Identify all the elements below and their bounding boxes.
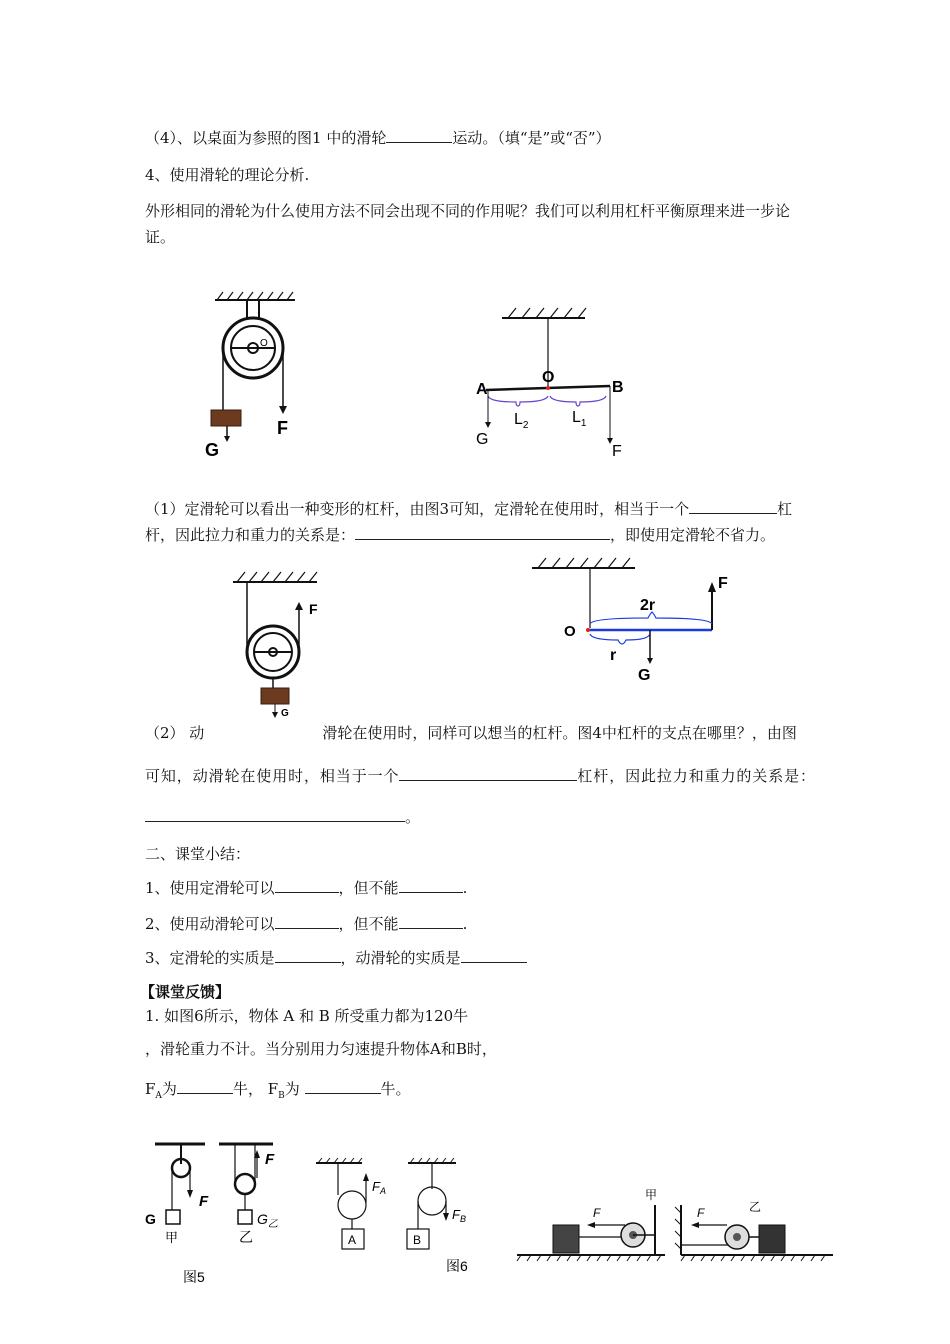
paragraph-1-line-2: 杆，因此拉力和重力的关系是： ，即使用定滑轮不省力。 xyxy=(145,526,776,544)
fig5-label-g1: G xyxy=(145,1211,156,1227)
s3-blank-fixed[interactable] xyxy=(275,948,341,963)
fig1-label-f: F xyxy=(277,418,288,438)
fig3-label-g: G xyxy=(281,708,289,719)
fig2-label-g: G xyxy=(476,431,489,448)
fig5-label-yi: 乙 xyxy=(239,1229,253,1245)
p1-blank-relation[interactable] xyxy=(355,525,610,540)
summary-title: 二、课堂小结： xyxy=(145,845,251,863)
fig5-label-f1: F xyxy=(199,1193,209,1210)
p1-blank-lever-type[interactable] xyxy=(689,499,777,514)
summary-item-2: 2、使用动滑轮可以 ，但不能 . xyxy=(145,915,468,933)
fig1-weight-block xyxy=(211,410,241,426)
fig4-label-r: r xyxy=(610,647,617,664)
fig5-label-jia: 甲 xyxy=(165,1230,179,1245)
fig4-label-f: F xyxy=(718,575,728,592)
fig6-label-fa: $F_A$ xyxy=(372,1179,386,1196)
s3-blank-movable[interactable] xyxy=(461,948,527,963)
figure-5 xyxy=(145,1138,290,1288)
fig1-label-o: O xyxy=(260,338,268,349)
fa-answer-blank[interactable] xyxy=(177,1079,233,1094)
fig2-label-l1: $L_1$ xyxy=(572,409,587,429)
fig4-label-2r: 2r xyxy=(640,597,656,614)
fig2-label-o: O xyxy=(542,369,555,386)
figure-lever-equal-arms xyxy=(470,300,630,465)
fig7-label-jia: 甲 xyxy=(645,1188,658,1202)
intro-line-1: 外形相同的滑轮为什么使用方法不同会出现不同的作用呢？我们可以利用杠杆平衡原理来进一步论 xyxy=(145,202,791,220)
fb-answer-blank[interactable] xyxy=(305,1079,381,1094)
feedback-q1-line-1: 1. 如图6所示，物体 A 和 B 所受重力都为120牛 xyxy=(145,1007,469,1025)
fig6-label-fb: $F_B$ xyxy=(452,1207,466,1224)
fig3-weight-block xyxy=(261,688,289,704)
fig2-label-f: F xyxy=(612,443,622,460)
fig6-caption: 图6 xyxy=(446,1258,468,1274)
q4-line: （4）、以桌面为参照的图1 中的滑轮 运动。（填“是”或“否”） xyxy=(145,129,611,147)
figure-lever-2r xyxy=(560,560,740,685)
paragraph-2-line-3: 。 xyxy=(145,806,420,827)
p2-blank-relation[interactable] xyxy=(145,807,405,822)
fig4-label-g: G xyxy=(638,667,651,684)
fig2-label-a: A xyxy=(476,381,488,398)
fig7-label-f2: F xyxy=(697,1206,705,1220)
paragraph-1-line-1: （1）定滑轮可以看出一种变形的杠杆，由图3可知，定滑轮在使用时，相当于一个 杠 xyxy=(145,500,793,518)
fig5-caption: 图5 xyxy=(183,1269,205,1285)
figure-6 xyxy=(310,1155,485,1275)
feedback-q1-line-2: ，滑轮重力不计。当分别用力匀速提升物体A和B时， xyxy=(145,1040,497,1058)
feedback-title: 【课堂反馈】 xyxy=(140,983,231,1001)
s1-blank-can[interactable] xyxy=(275,878,339,893)
figure-horizontal-pulleys xyxy=(515,1185,835,1265)
figure-fixed-pulley xyxy=(205,290,315,465)
figure-movable-pulley xyxy=(225,570,335,720)
q4-blank[interactable] xyxy=(386,128,452,143)
summary-item-3: 3、定滑轮的实质是 ，动滑轮的实质是 xyxy=(145,947,527,968)
fig6-label-b: B xyxy=(413,1233,422,1247)
fig2-label-b: B xyxy=(612,379,624,396)
paragraph-2-line-1: （2） 动 滑轮在使用时，同样可以想当的杠杆。图4中杠杆的支点在哪里？，由图 xyxy=(145,724,797,742)
s2-blank-cannot[interactable] xyxy=(399,914,463,929)
fig7-label-f1: F xyxy=(593,1206,601,1220)
fig7-label-yi: 乙 xyxy=(749,1200,762,1214)
s2-blank-can[interactable] xyxy=(275,914,339,929)
section-4-heading: 4、使用滑轮的理论分析. xyxy=(145,166,310,184)
p2-blank-lever-type[interactable] xyxy=(399,766,577,781)
fig1-label-g: G xyxy=(205,440,220,460)
fig6-label-a: A xyxy=(348,1233,357,1247)
fig5-label-g2: $G_乙$ xyxy=(257,1211,278,1230)
s1-blank-cannot[interactable] xyxy=(399,878,463,893)
fig2-label-l2: $L_2$ xyxy=(514,411,529,431)
feedback-q1-answers: $F_A$为 牛， $F_B$为 牛。 xyxy=(145,1080,411,1101)
summary-item-1: 1、使用定滑轮可以 ，但不能 . xyxy=(145,879,468,897)
fig5-label-f2: F xyxy=(265,1151,275,1168)
fig4-label-o: O xyxy=(564,623,576,640)
intro-line-2: 证。 xyxy=(145,228,176,246)
paragraph-2-line-2: 可知，动滑轮在使用时，相当于一个 杠杆，因此拉力和重力的关系是： xyxy=(145,767,816,785)
fig3-label-f: F xyxy=(309,601,318,617)
